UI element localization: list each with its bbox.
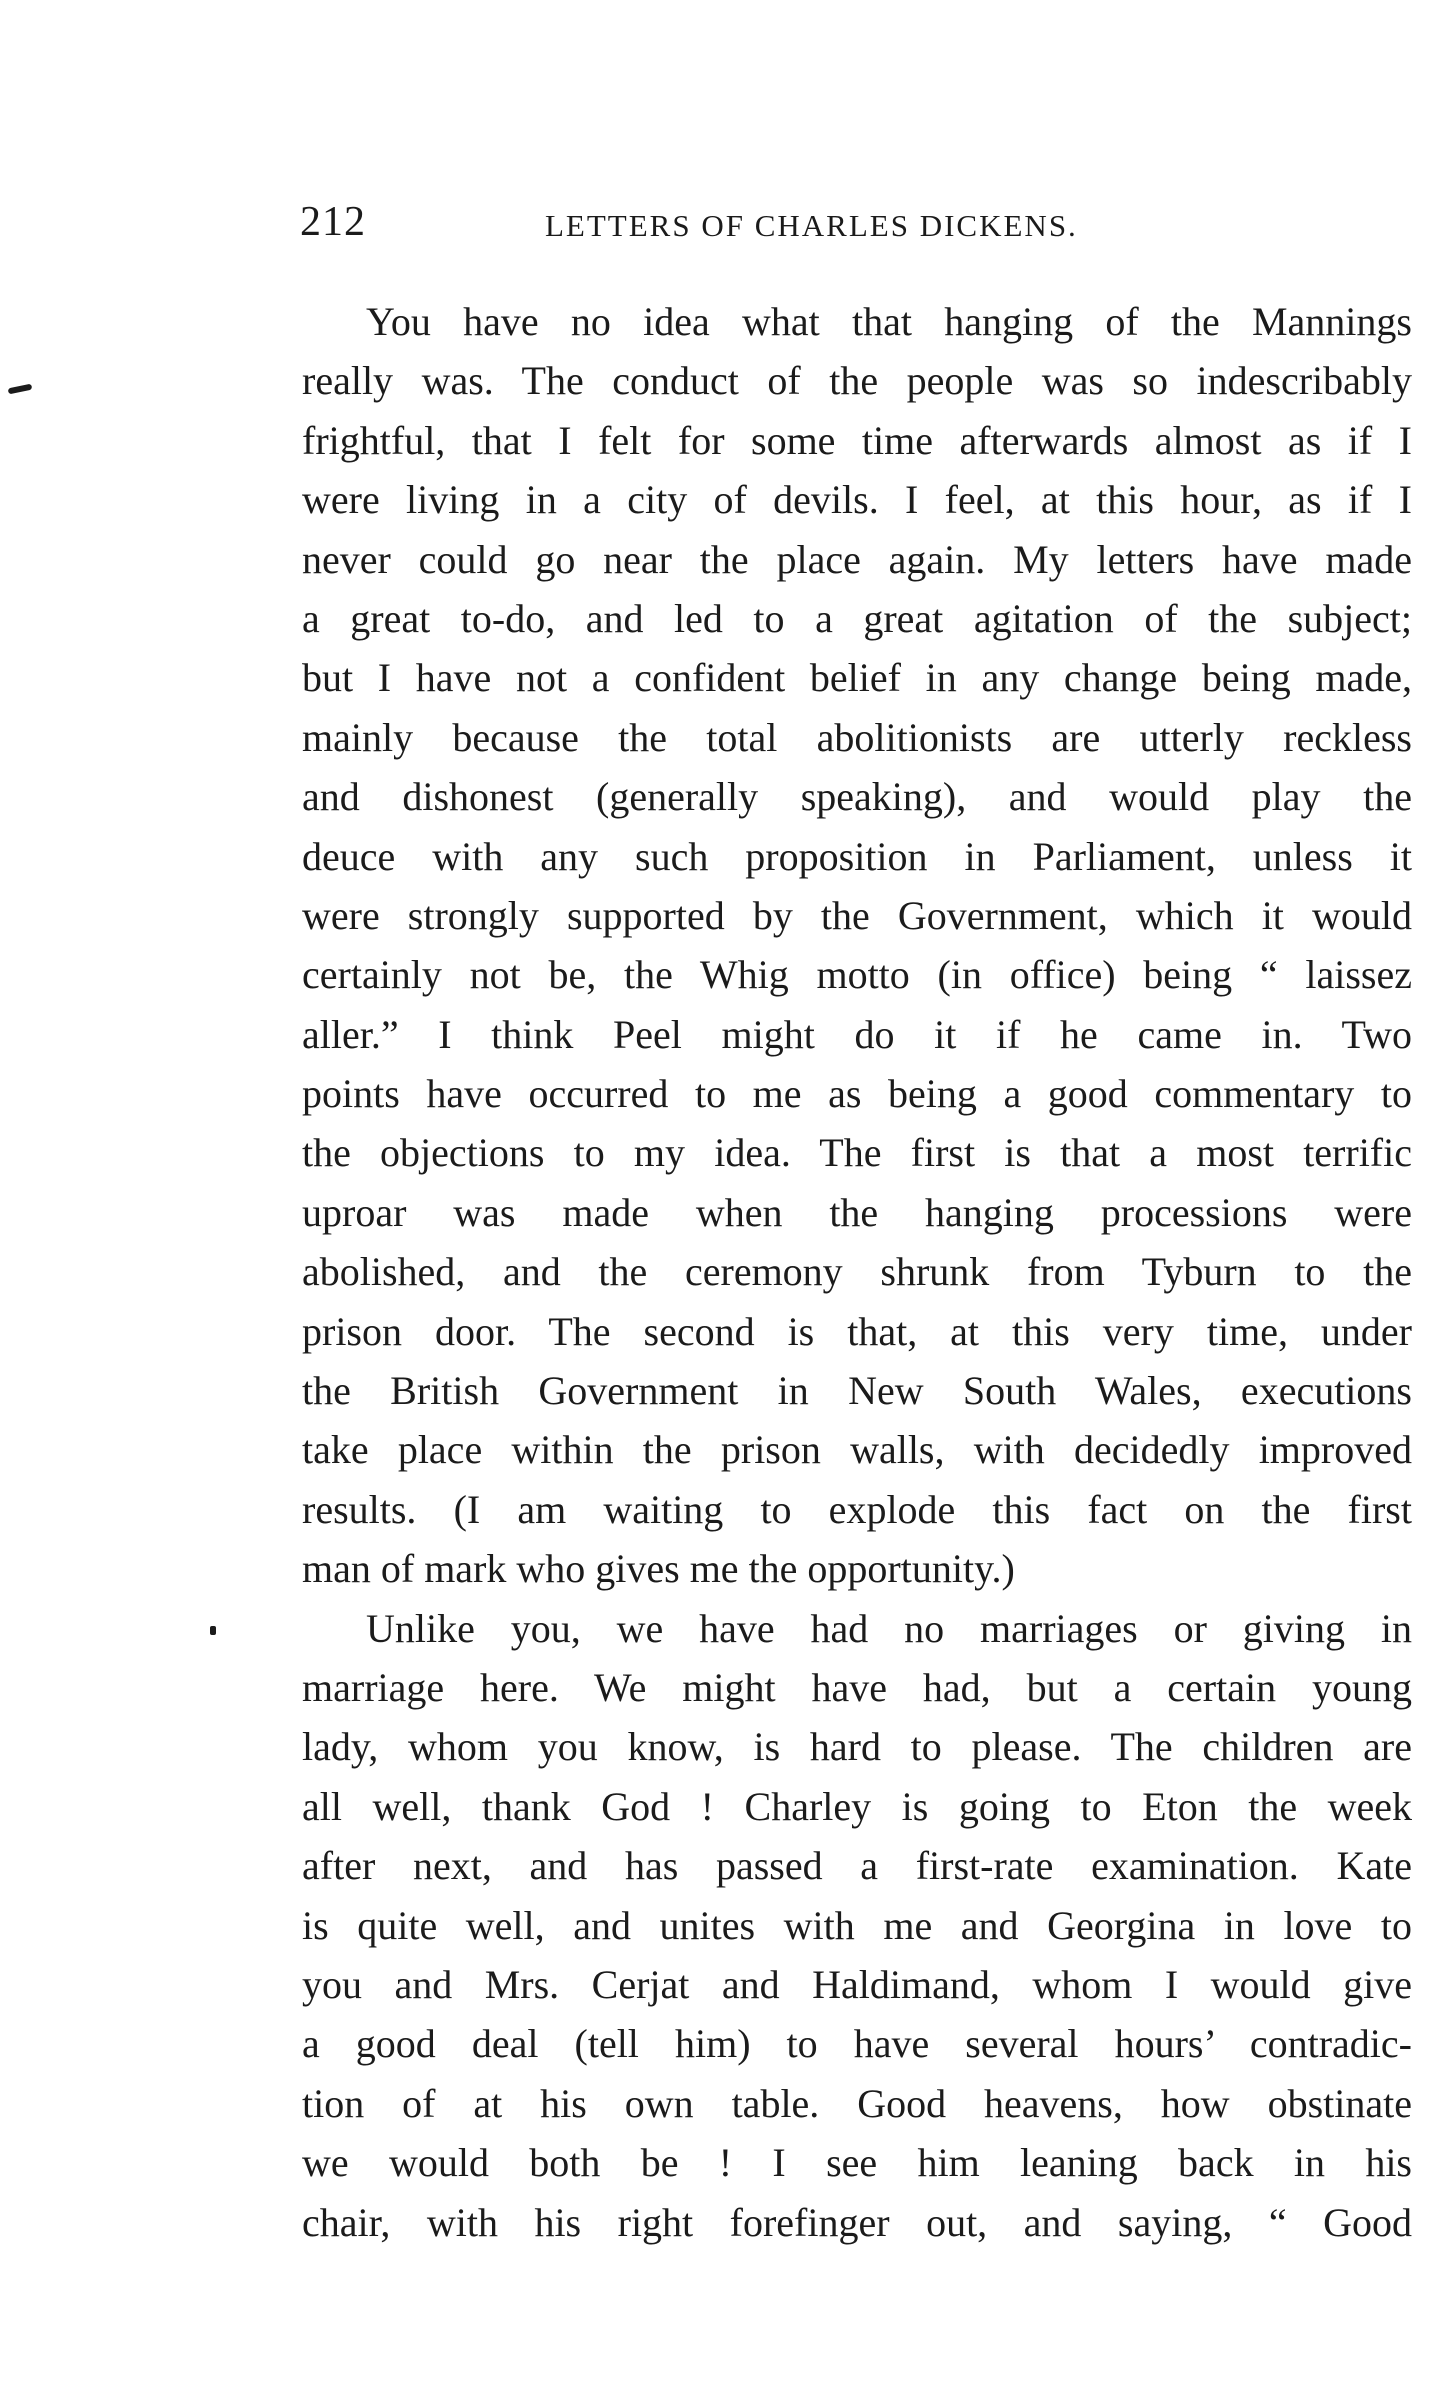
text-line: take place within the prison walls, with decidedly improved [302,1427,1412,1473]
text-line: uproar was made when the hanging processions were [302,1189,1412,1235]
text-line: you and Mrs. Cerjat and Haldimand, whom I would give [302,1961,1412,2007]
text-line: frightful, that I felt for some time afterwards almost as if I [302,417,1412,463]
text-line: is quite well, and unites with me and Georgina in love to [302,1902,1412,1948]
text-line: and dishonest (generally speaking), and would play the [302,774,1412,820]
text-line: Unlike you, we have had no marriages or giving in [366,1605,1412,1651]
margin-ink-dot [210,1626,216,1635]
text-line: a great to-do, and led to a great agitation of the subject; [302,595,1412,641]
text-line: prison door. The second is that, at this very time, under [302,1308,1412,1354]
text-line: were strongly supported by the Government, which it would [302,892,1412,938]
text-line: were living in a city of devils. I feel, at this hour, as if I [302,477,1412,523]
text-line: after next, and has passed a first-rate examination. Kate [302,1843,1412,1889]
margin-ink-mark [8,384,33,395]
text-line: abolished, and the ceremony shrunk from Tyburn to the [302,1249,1412,1295]
text-line: chair, with his right forefinger out, and saying, “ Good [302,2199,1412,2245]
text-line: really was. The conduct of the people was so indescribably [302,358,1412,404]
page-number: 212 [300,199,366,245]
page-header [300,198,1412,258]
text-line: results. (I am waiting to explode this fact on the first [302,1486,1412,1532]
text-line: a good deal (tell him) to have several hours’ contradic- [302,2021,1412,2067]
text-line: points have occurred to me as being a good commentary to [302,1071,1412,1117]
text-line: marriage here. We might have had, but a certain young [302,1664,1412,1710]
text-line: lady, whom you know, is hard to please. The children are [302,1724,1412,1770]
text-line: man of mark who gives me the opportunity.) [302,1546,1015,1592]
text-line: the objections to my idea. The first is that a most terrific [302,1130,1412,1176]
letter-text [302,292,1412,2252]
text-line: aller.” I think Peel might do it if he came in. Two [302,1011,1412,1057]
text-line: never could go near the place again. My letters have made [302,536,1412,582]
text-line: all well, thank God ! Charley is going to Eton the week [302,1783,1412,1829]
text-line: we would both be ! I see him leaning back in his [302,2140,1412,2186]
text-line: certainly not be, the Whig motto (in office) being “ laissez [302,952,1412,998]
text-line: the British Government in New South Wales, executions [302,1368,1412,1414]
text-line: but I have not a confident belief in any change being made, [302,655,1412,701]
text-line: tion of at his own table. Good heavens, how obstinate [302,2080,1412,2126]
running-title: LETTERS OF CHARLES DICKENS. [545,208,1078,243]
text-line: deuce with any such proposition in Parliament, unless it [302,833,1412,879]
text-line: mainly because the total abolitionists are utterly reckless [302,714,1412,760]
text-line: You have no idea what that hanging of the Mannings [366,299,1412,344]
